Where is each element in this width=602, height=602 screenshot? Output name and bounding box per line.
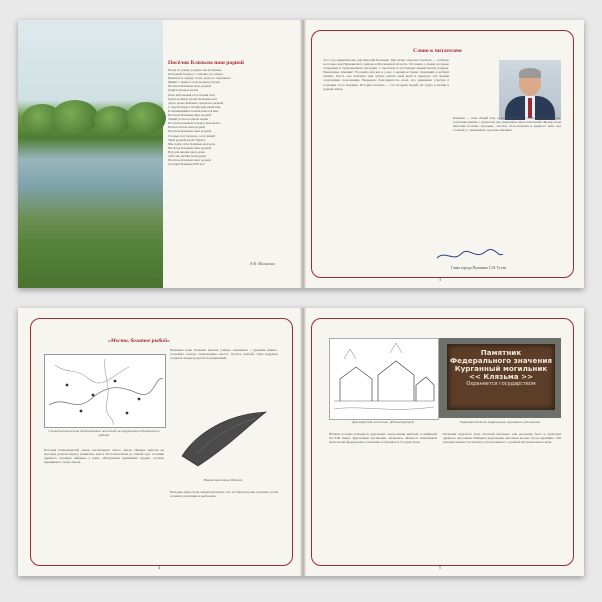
author-portrait [499,60,561,120]
settlement-map [44,354,166,428]
foreword-column-1: Этот год знаменателен для жителей Клязьмы. 826-летие отмечает посёлок — событие не только для Пушкинского района и Московской области. Это книга о людях, которые сохранили и приумножили наследие, о прошлом и настоящем нашей малой родины. Уважаемые земляки! Эта книга для вас и о вас, о вашей истории, традициях и доброй памяти. Пусть она поможет нам лучше узнать свой край и передать эти знания следующим поколениям. Выражаю благодарность всем, кто принимал участие в создании этого издания. История посёлка — это история людей, их труда и любви к родной земле. [323,58,450,91]
foreword-signer: Глава города Пушкино С.И. Гусев [451,266,507,270]
page-number: 2 [154,277,156,282]
heritage-sign-board [447,344,555,410]
foreword-column-2: Клязьма — наш общий дом, и каждый из нас в ответе за его будущее. Сохраняя память о прошлом, мы укрепляем связь поколений. Желаю всем жителям посёлка здоровья, счастья, благополучия и мирного неба над головой. С уважением, дорогие земляки! [453,116,561,133]
monument-column-2: Раскопки курганов дали богатый материал для изучения быта и культуры древнего населения. Найдены украшения, височные кольца, бусы, керамика. Эти находки хранятся в музеях и рассказывают о далёкой истории нашего края. [443,432,561,445]
page-number: 3 [439,277,441,282]
sign-photo-caption: Охранная доска на территории курганного могильника [459,420,541,424]
sign-line: Памятник [480,348,522,357]
book-gutter [300,20,306,288]
poem-line: Посёлок Клязьма наш родной [168,129,212,134]
poem-line: Приятно и сердцу тепло радость ощущаем: [168,76,231,81]
drawing-caption: Древнерусское поселение. (Реконструкция) [352,420,414,424]
heritage-sign-photo [439,338,561,418]
page-history [18,308,301,576]
poem-text [168,68,294,166]
poem-line: Посёлок Клязьма наш родной [168,145,212,150]
sign-subtitle: Охраняется государством [466,381,536,387]
spearhead-caption: Наконечник копья. Неолит [203,478,243,482]
poem-line: Тихий уголок родной земли [168,117,209,122]
river-landscape-photo [18,20,163,288]
poem-line: Посёлок Клязьма и вечно моя мечта [168,121,221,126]
poem-line: Наш посёлок наш родной [168,125,206,130]
poem-line: Посёлок Клязьма наш родной [168,113,212,118]
history-title: «Место, богатое рыбой» [108,338,170,344]
page-poem [18,20,301,288]
signature-image [435,248,505,262]
poem-line: И жизненный и покой кажется вам [168,108,219,113]
poem-line: Посёлок Клязьма наш родной [168,84,212,89]
foreword-title: Слово к читателям [413,48,462,54]
poem-line: Твой родной край сберегу [168,137,206,142]
poem-line: Посёлок Клязьма наш родной [168,158,212,163]
page-number: 4 [158,565,160,570]
poem-line: Для потомков лучше Клязьмы нет [168,96,218,101]
settlement-reconstruction-drawing [329,338,439,420]
map-caption: Схема расположения средневековых поселений на территории Пушкинского района [48,429,160,438]
poem-line: Дарите меня и земля [168,88,198,93]
page-number: 5 [439,565,441,570]
page-foreword [301,20,584,288]
sign-line: Курганный могильник [454,364,548,373]
history-column-1: История Клязьминской земли насчитывает много веков. Первые жители на высоком речном берегу появились ещё в III тысячелетии до нашей эры. Стоянки древнего человека найдены у реки, обнаружены кремнёвые орудия, остатки керамики и следы очагов. [44,448,164,465]
book-spread-top [18,20,584,288]
poem-title: Посёлок Клязьма наш родной [168,60,245,66]
book-gutter [300,308,306,576]
poem-line: Живёт с нами в этом родном городе [168,80,220,85]
poem-line: Всё для жизни здесь дано [168,149,206,154]
poem-line: Сегодня Клязьме 826 лет! [168,162,206,167]
history-column-2a: Название реки Клязьма многие учёные связывают с древним финно-угорским словом, означающим «место, богатое рыбой». Река издревле служила людям дорогой и кормилицей. [170,348,278,361]
poem-line: Здесь речка Клязьма среди нас вечной [168,100,224,105]
sign-line: << Клязьма >> [468,372,534,381]
poem-line: Хоть небольшая есть белый свет [168,92,216,97]
poem-author: А.Ф. Малыгина [250,262,275,266]
poem-line: Тебе мы любви всей души [168,153,207,158]
spearhead-artifact-image [176,404,272,474]
monument-column-1: Вблизи посёлка находятся курганные захоронения вятичей и кривичей XI–XIII веков. Курганный могильник «Клязьма» является памятником археологии федерального значения и охраняется государством. [329,432,437,445]
history-column-2b: Находки археологов свидетельствуют, что по берегам реки в разные эпохи селились охотники и рыболовы. [170,490,278,499]
book-spread-bottom [18,308,584,576]
poem-line: Мы поём тебе, Клязьма мой дом [168,141,215,146]
poem-line: Столько лет прошло, а всё живёт [168,133,216,138]
poem-line: С кручи-берега тихий чудесный вид [168,104,221,109]
page-burial-mound [301,308,584,576]
sign-line: Федерального значения [449,356,552,365]
poem-line: Походкой бодрою с семьёю, не спеша, [168,72,224,77]
poem-line: Когда на улицу родную мы вступаем, [168,68,222,72]
